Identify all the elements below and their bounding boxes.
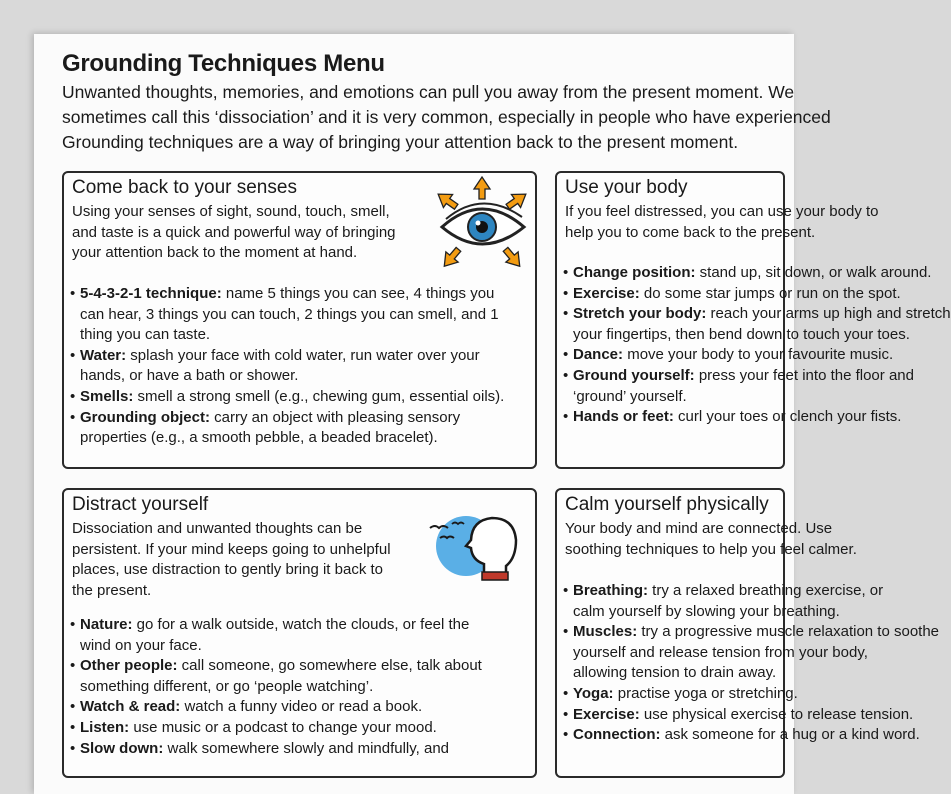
desc-line: and taste is a quick and powerful way of bringing	[72, 223, 396, 241]
item-label: Smells:	[80, 387, 134, 405]
item-text: allowing tension to drain away.	[573, 664, 777, 682]
head-birds-icon	[424, 510, 524, 582]
card-heading: Use your body	[565, 177, 688, 198]
item-text: properties (e.g., a smooth pebble, a beaded bracelet).	[80, 429, 438, 447]
list-item	[64, 718, 482, 739]
item-label: Breathing:	[573, 582, 648, 599]
item-text: watch a funny video or read a book.	[180, 698, 423, 716]
item-text: move your body to your favourite music.	[623, 346, 894, 364]
item-text: yourself and release tension from your body,	[573, 643, 868, 661]
list-item	[64, 408, 504, 449]
item-text: splash your face with cold water, run water over your	[126, 346, 480, 364]
item-text: use music or a podcast to change your mood.	[129, 718, 437, 736]
item-text: try a progressive muscle relaxation to soothe	[637, 623, 940, 641]
desc-line: your attention back to the moment at hand.	[72, 244, 358, 262]
list-item	[557, 725, 939, 746]
item-text: ‘ground’ yourself.	[573, 387, 687, 405]
intro-line: sometimes call this ‘dissociation’ and it is very common, especially in people who have experienced	[62, 107, 831, 127]
technique-list	[64, 615, 482, 759]
list-item	[64, 284, 504, 346]
technique-list	[557, 263, 951, 428]
desc-line: Using your senses of sight, sound, touch, smell,	[72, 203, 390, 220]
desc-line: help you to come back to the present.	[565, 223, 816, 241]
item-text: stand up, sit down, or walk around.	[695, 264, 932, 281]
item-text: thing you can taste.	[80, 326, 211, 344]
list-item	[64, 656, 482, 697]
intro-line: Grounding techniques are a way of bringing your attention back to the present moment.	[62, 132, 739, 152]
item-text: calm yourself by slowing your breathing.	[573, 602, 840, 620]
card-distract	[62, 488, 537, 778]
item-label: Dance:	[573, 346, 624, 364]
item-label: Watch & read:	[80, 698, 181, 716]
desc-line: If you feel distressed, you can use your body to	[565, 203, 879, 220]
item-text: go for a walk outside, watch the clouds, or feel the	[132, 616, 470, 633]
intro-text	[62, 80, 831, 155]
item-text: name 5 things you can see, 4 things you	[221, 285, 495, 302]
list-item	[557, 407, 951, 428]
desc-line: soothing techniques to help you feel calmer.	[565, 540, 857, 558]
item-label: Grounding object:	[80, 408, 210, 426]
technique-list	[557, 581, 939, 746]
intro-line: Unwanted thoughts, memories, and emotions can pull you away from the present moment. We	[62, 82, 795, 102]
card-description	[72, 519, 391, 601]
item-label: Nature:	[80, 616, 133, 633]
card-heading: Come back to your senses	[72, 177, 297, 198]
item-text: hands, or have a bath or shower.	[80, 367, 299, 385]
desc-line: Your body and mind are connected. Use	[565, 520, 833, 537]
card-description	[72, 202, 396, 264]
item-label: 5-4-3-2-1 technique:	[80, 285, 222, 302]
list-item	[557, 705, 939, 726]
item-text: something different, or go ‘people watching’.	[80, 677, 374, 695]
item-text: do some star jumps or run on the spot.	[639, 284, 901, 302]
list-item	[64, 739, 482, 760]
list-item	[557, 366, 951, 407]
page-title: Grounding Techniques Menu	[62, 50, 385, 77]
item-label: Yoga:	[573, 684, 614, 702]
card-description	[565, 519, 857, 560]
item-label: Listen:	[80, 718, 130, 736]
list-item	[557, 581, 939, 622]
item-text: use physical exercise to release tension.	[639, 705, 914, 723]
item-text: call someone, go somewhere else, talk about	[177, 657, 482, 675]
desc-line: places, use distraction to gently bring it back to	[72, 561, 384, 579]
list-item	[557, 345, 951, 366]
list-item	[64, 346, 504, 387]
item-label: Stretch your body:	[573, 305, 707, 323]
item-text: try a relaxed breathing exercise, or	[648, 582, 884, 599]
list-item	[64, 387, 504, 408]
item-text: press your feet into the floor and	[694, 366, 914, 384]
card-heading: Calm yourself physically	[565, 494, 769, 515]
item-label: Hands or feet:	[573, 408, 674, 426]
technique-list	[64, 284, 504, 449]
list-item	[557, 263, 951, 284]
list-item	[557, 684, 939, 705]
item-text: can hear, 3 things you can touch, 2 things you can smell, and 1	[80, 305, 499, 323]
item-text: wind on your face.	[80, 636, 202, 654]
desc-line: the present.	[72, 581, 152, 599]
item-label: Change position:	[573, 264, 696, 281]
item-text: carry an object with pleasing sensory	[209, 408, 461, 426]
card-heading: Distract yourself	[72, 494, 209, 515]
card-description	[565, 202, 879, 243]
item-label: Water:	[80, 346, 127, 364]
list-item	[64, 615, 482, 656]
eye-icon	[432, 175, 532, 271]
item-text: ask someone for a hug or a kind word.	[660, 726, 920, 744]
list-item	[64, 697, 482, 718]
desc-line: persistent. If your mind keeps going to unhelpful	[72, 540, 391, 558]
item-text: your fingertips, then bend down to touch your toes.	[573, 325, 910, 343]
card-body	[555, 171, 951, 469]
desc-line: Dissociation and unwanted thoughts can be	[72, 520, 363, 537]
item-label: Connection:	[573, 726, 661, 744]
item-text: curl your toes or clench your fists.	[673, 408, 902, 426]
list-item	[557, 284, 951, 305]
item-text: practise yoga or stretching.	[613, 684, 798, 702]
list-item	[557, 622, 939, 684]
item-label: Ground yourself:	[573, 366, 695, 384]
item-label: Muscles:	[573, 623, 638, 641]
item-label: Exercise:	[573, 705, 640, 723]
item-label: Exercise:	[573, 284, 640, 302]
item-label: Slow down:	[80, 739, 164, 757]
item-text: smell a strong smell (e.g., chewing gum, essential oils).	[133, 387, 505, 405]
card-senses	[62, 171, 537, 469]
list-item	[557, 304, 951, 345]
item-text: walk somewhere slowly and mindfully, and	[163, 739, 450, 757]
item-text: reach your arms up high and stretch	[706, 305, 951, 323]
item-label: Other people:	[80, 657, 178, 675]
card-calm	[555, 488, 940, 778]
